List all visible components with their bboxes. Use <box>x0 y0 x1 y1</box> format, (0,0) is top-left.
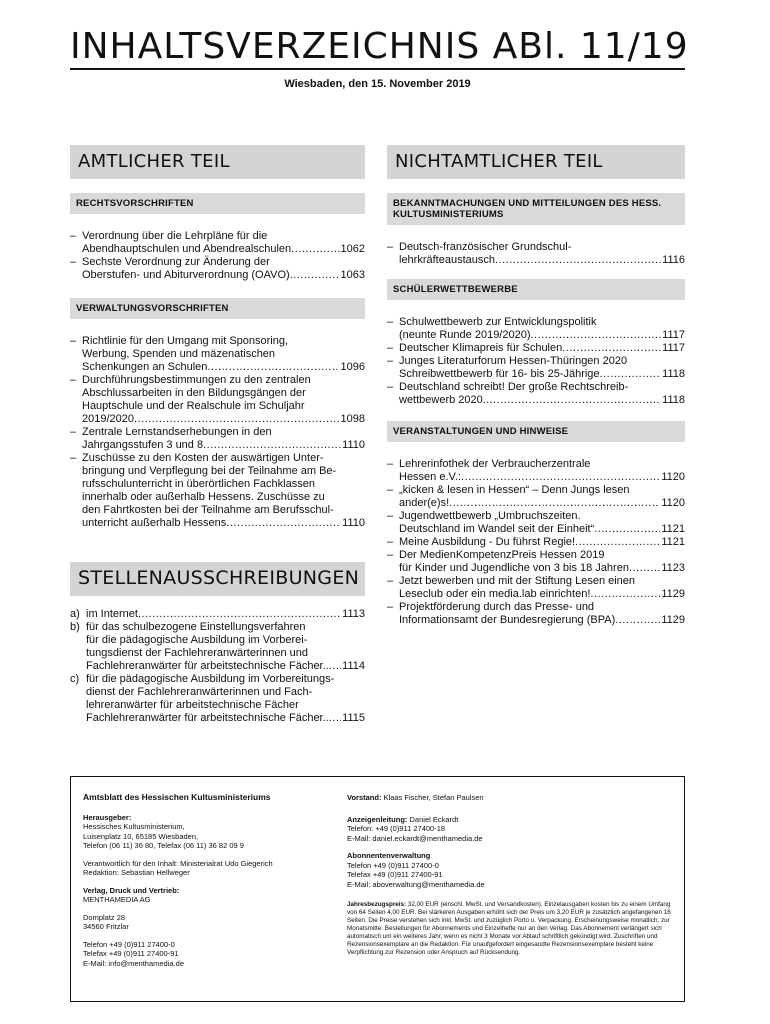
entry-text-line: Zentrale Lernstandserhebungen in den <box>82 426 272 438</box>
entry-marker: c) <box>70 673 80 685</box>
toc-list <box>70 335 365 530</box>
dot-leader <box>600 368 662 381</box>
toc-entry <box>70 374 365 426</box>
entry-last-line <box>399 523 685 536</box>
entry-dash: – <box>387 484 394 496</box>
dot-leader <box>531 329 662 342</box>
entry-last-line <box>86 660 365 673</box>
toc-entry <box>387 536 685 549</box>
entry-text-line: Zuschüsse zu den Kosten der auswärtigen Unter- <box>82 452 324 464</box>
vorstand-value: Klaas Fischer, Stefan Paulsen <box>383 793 484 802</box>
page-number: 1120 <box>661 471 685 483</box>
entry-last-line <box>82 517 365 530</box>
dot-leader <box>615 614 660 627</box>
toc-list <box>70 608 365 725</box>
nichtamtlicher-teil-heading: NICHTAMTLICHER TEIL <box>387 145 685 179</box>
page-number: 1115 <box>342 712 365 724</box>
entry-text: Schenkungen an Schulen <box>82 361 208 373</box>
entry-last-line <box>86 712 365 725</box>
imprint-title: Amtsblatt des Hessischen Kultusministeriums <box>83 792 271 802</box>
entry-text-line: Deutsch-französischer Grundschul- <box>399 241 572 253</box>
entry-last-line <box>399 342 685 355</box>
verlag-line: MENTHAMEDIA AG <box>83 895 151 904</box>
anzeigen-line: E-Mail: daniel.eckardt@menthamedia.de <box>347 833 483 843</box>
entry-text-line: Junges Literaturforum Hessen-Thüringen 2020 <box>399 355 628 367</box>
page-number: 1123 <box>661 562 685 574</box>
entry-last-line <box>399 329 685 342</box>
abo-line: Telefax +49 (0)911 27400-91 <box>347 870 443 879</box>
entry-text: lehrkräfteaustausch <box>399 254 495 266</box>
contact-line: E-Mail: info@menthamedia.de <box>83 958 184 968</box>
imprint-right <box>347 793 677 965</box>
entry-text-line: Abschlussarbeiten in den Bildungsgängen der <box>82 387 306 399</box>
toc-entry <box>70 256 365 282</box>
entry-text: unterricht außerhalb Hessens <box>82 517 227 529</box>
entry-last-line <box>399 394 685 407</box>
entry-dash: – <box>387 342 394 354</box>
section-heading-verwaltungsvorschriften: VERWALTUNGSVORSCHRIFTEN <box>70 298 365 319</box>
entry-text: Fachlehreranwärter für arbeitstechnische Fächer.. <box>86 712 329 724</box>
bezugspreis-text: 32,00 EUR (einschl. MwSt. und Versandkosten). Einzelausgaben kosten bis zu einem Umfang von 64 Seiten 4,00 EUR. Bei stärkeren Ausgaben erhöht sich der Preis um 3,20 EUR je zusätzlich angefangenen 16 Seiten. Die Preise verstehen sich inkl. MwSt. und zuzüglich Porto u. Verpackung. Erscheinungsweise monatlich, zur Monatsmitte. Bestellungen für Abonnements und Einzelhefte nur an den Verlag. Das Abonnement verlängert sich automatisch um ein weiteres Jahr, wenn es nicht 3 Monate vor Ablauf schriftlich gekündigt wird. Zuschriften und Rezensionsexemplare an die Redaktion. Für unaufgefordert eingesandte Rezensionsexemplare besteht keine Verpflichtung zur Rezension oder Anspruch auf Rücksendung. <box>347 901 671 956</box>
toc-entry <box>387 342 685 355</box>
entry-text: Hessen e.V.: <box>399 471 461 483</box>
herausgeber-line: Telefon (06 11) 36 80, Telefax (06 11) 36 82 09 9 <box>83 841 244 850</box>
page-number: 1098 <box>340 413 365 425</box>
entry-last-line <box>82 243 365 256</box>
entry-dash: – <box>387 241 394 253</box>
entry-text-line: Schulwettbewerb zur Entwicklungspolitik <box>399 316 597 328</box>
entry-text-line: Jugendwettbewerb „Umbruchszeiten. <box>399 510 581 522</box>
dot-leader <box>594 523 660 536</box>
entry-last-line <box>399 562 685 575</box>
entry-dash: – <box>387 355 394 367</box>
entry-dash: – <box>387 510 394 522</box>
entry-text: im Internet <box>86 608 138 620</box>
toc-entry <box>387 316 685 342</box>
entry-last-line <box>399 254 685 267</box>
entry-dash: – <box>70 374 77 386</box>
toc-entry <box>70 621 365 673</box>
herausgeber-label: Herausgeber: <box>83 812 132 822</box>
dot-leader <box>486 394 661 407</box>
entry-text-line: tungsdienst der Fachlehreranwärterinnen und <box>86 647 308 659</box>
dot-leader <box>329 660 341 673</box>
contact-line: Telefax +49 (0)911 27400-91 <box>83 949 179 958</box>
entry-last-line <box>82 413 365 426</box>
toc-entry <box>387 549 685 575</box>
page-number: 1118 <box>662 394 685 406</box>
entry-text-line: Durchführungsbestimmungen zu den zentralen <box>82 374 311 386</box>
toc-entry <box>387 510 685 536</box>
entry-text: wettbewerb 2020. <box>399 394 486 406</box>
entry-dash: – <box>387 458 394 470</box>
page-number: 1118 <box>662 368 685 380</box>
entry-text-line: Lehrerinfothek der Verbraucherzentrale <box>399 458 591 470</box>
dot-leader <box>291 243 339 256</box>
toc-list <box>387 458 685 627</box>
entry-dash: – <box>387 549 394 561</box>
contact-line: Telefon +49 (0)911 27400-0 <box>83 939 175 949</box>
entry-dash: – <box>70 426 77 438</box>
entry-text: ander(e)s! <box>399 497 450 509</box>
entry-last-line <box>399 497 685 510</box>
page-number: 1062 <box>340 243 365 255</box>
bezugspreis-label: Jahresbezugspreis: <box>347 901 407 908</box>
page-number: 1120 <box>661 497 685 509</box>
entry-text: Informationsamt der Bundesregierung (BPA) <box>399 614 616 626</box>
page-number: 1117 <box>662 342 685 354</box>
toc-entry <box>387 601 685 627</box>
entry-text-line: innerhalb oder außerhalb Hessens. Zuschüsse zu <box>82 491 325 503</box>
entry-dash: – <box>387 575 394 587</box>
vorstand-label: Vorstand: <box>347 793 382 802</box>
entry-text-line: Richtlinie für den Umgang mit Sponsoring, <box>82 335 289 347</box>
toc-list <box>387 241 685 267</box>
redaktion-line: Redaktion: Sebastian Hellweger <box>83 868 190 877</box>
entry-text: Abendhauptschulen und Abendrealschulen <box>82 243 292 255</box>
entry-text-line: Deutschland schreibt! Der große Rechtschreib- <box>399 381 629 393</box>
entry-text: Jahrgangsstufen 3 und 8 <box>82 439 204 451</box>
herausgeber-line: Luisenplatz 10, 65185 Wiesbaden, <box>83 831 199 841</box>
entry-last-line <box>86 608 365 621</box>
abo-line: Telefon +49 (0)911 27400-0 <box>347 860 439 870</box>
section-heading-rechtsvorschriften: RECHTSVORSCHRIFTEN <box>70 193 365 214</box>
entry-text-line: „kicken & lesen in Hessen“ – Denn Jungs lesen <box>399 484 630 496</box>
entry-text: Schreibwettbewerb für 16- bis 25-Jährige <box>399 368 600 380</box>
entry-text-line: für die pädagogische Ausbildung im Vorberei- <box>86 634 308 646</box>
dot-leader <box>203 439 341 452</box>
entry-text-line: den Fahrtkosten bei der Teilnahme am Berufsschul- <box>82 504 334 516</box>
page-title: INHALTSVERZEICHNIS ABl. 11/19 <box>70 26 689 67</box>
entry-dash: – <box>70 230 77 242</box>
entry-text-line: Jetzt bewerben und mit der Stiftung Lesen einen <box>399 575 636 587</box>
dot-leader <box>134 413 340 426</box>
toc-list <box>387 316 685 407</box>
page-number: 1063 <box>340 269 365 281</box>
entry-text-line: Sechste Verordnung zur Änderung der <box>82 256 270 268</box>
entry-text-line: lehreranwärter für arbeitstechnische Fächer <box>86 699 299 711</box>
page-number: 1114 <box>342 660 365 672</box>
toc-entry <box>387 575 685 601</box>
entry-text: Oberstufen- und Abiturverordnung (OAVO) <box>82 269 290 281</box>
toc-list <box>70 230 365 282</box>
stellenausschreibungen-heading: STELLENAUSSCHREIBUNGEN <box>70 562 365 596</box>
entry-text: Meine Ausbildung - Du führst Regie! <box>399 536 576 548</box>
entry-last-line <box>399 536 685 549</box>
verlag-label: Verlag, Druck und Vertrieb: <box>83 885 180 895</box>
dot-leader <box>449 497 660 510</box>
page-number: 1129 <box>661 614 685 626</box>
entry-text-line: Der MedienKompetenzPreis Hessen 2019 <box>399 549 605 561</box>
page-number: 1121 <box>661 536 685 548</box>
toc-entry <box>387 241 685 267</box>
entry-dash: – <box>70 452 77 464</box>
entry-last-line <box>399 614 685 627</box>
imprint-left <box>83 793 333 976</box>
section-heading-veranstaltungen: VERANSTALTUNGEN UND HINWEISE <box>387 421 685 442</box>
toc-entry <box>70 452 365 530</box>
entry-dash: – <box>70 256 77 268</box>
entry-dash: – <box>387 381 394 393</box>
entry-last-line <box>399 368 685 381</box>
dot-leader <box>207 361 339 374</box>
entry-text-line: Verordnung über die Lehrpläne für die <box>82 230 268 242</box>
toc-entry <box>387 458 685 484</box>
entry-text-line: Werbung, Spenden und mäzenatischen <box>82 348 276 360</box>
page-number: 1113 <box>342 608 365 620</box>
abo-label: Abonnentenverwaltung <box>347 851 431 860</box>
entry-last-line <box>82 439 365 452</box>
page-number: 1110 <box>342 439 365 451</box>
toc-entry <box>387 381 685 407</box>
toc-entry <box>70 673 365 725</box>
entry-text: für Kinder und Jugendliche von 3 bis 18 Jahren <box>399 562 629 574</box>
toc-entry <box>387 484 685 510</box>
dot-leader <box>495 254 661 267</box>
entry-text-line: rufsschulunterricht in überörtlichen Fachklassen <box>82 478 315 490</box>
verantwortlich-line: Verantwortlich für den Inhalt: Ministerialrat Udo Giegerich <box>83 858 273 868</box>
entry-text: Deutschland im Wandel seit der Einheit“ <box>399 523 595 535</box>
dot-leader <box>290 269 340 282</box>
entry-text: 2019/2020 <box>82 413 134 425</box>
anzeigen-line: Telefon: +49 (0)911 27400-18 <box>347 824 446 833</box>
dot-leader <box>461 471 660 484</box>
entry-text: (neunte Runde 2019/2020) <box>399 329 531 341</box>
entry-text-line: für die pädagogische Ausbildung im Vorbereitungs- <box>86 673 335 685</box>
anzeigen-value: Daniel Eckardt <box>409 814 459 824</box>
entry-text-line: Hauptschule und der Realschule im Schuljahr <box>82 400 305 412</box>
dot-leader <box>138 608 341 621</box>
toc-entry <box>70 335 365 374</box>
address-line: 34560 Fritzlar <box>83 922 129 931</box>
entry-dash: – <box>387 536 394 548</box>
amtlicher-teil-column <box>70 145 365 725</box>
entry-last-line <box>399 588 685 601</box>
dot-leader <box>226 517 341 530</box>
page-number: 1117 <box>662 329 685 341</box>
anzeigen-label: Anzeigenleitung: <box>347 814 408 824</box>
page-number: 1110 <box>342 517 365 529</box>
page-number: 1116 <box>662 254 685 266</box>
entry-dash: – <box>387 601 394 613</box>
dot-leader <box>575 536 660 549</box>
dot-leader <box>562 342 661 355</box>
imprint-box <box>70 776 685 1002</box>
title-rule <box>70 68 685 70</box>
page-number: 1096 <box>340 361 365 373</box>
issue-date: Wiesbaden, den 15. November 2019 <box>284 78 471 90</box>
toc-entry <box>70 608 365 621</box>
entry-text-line: Projektförderung durch das Presse- und <box>399 601 595 613</box>
amtlicher-teil-heading: AMTLICHER TEIL <box>70 145 365 179</box>
entry-dash: – <box>387 316 394 328</box>
entry-marker: a) <box>70 608 80 620</box>
address-line: Domplatz 28 <box>83 912 126 922</box>
entry-text-line: dienst der Fachlehreranwärterinnen und Fach- <box>86 686 313 698</box>
page-number: 1129 <box>661 588 685 600</box>
dot-leader <box>629 562 660 575</box>
entry-dash: – <box>70 335 77 347</box>
dot-leader <box>329 712 341 725</box>
section-heading-bekanntmachungen: BEKANNTMACHUNGEN UND MITTEILUNGEN DES HESS. KULTUSMINISTERIUMS <box>387 193 685 225</box>
toc-entry <box>387 355 685 381</box>
abo-line: E-Mail: aboverwaltung@menthamedia.de <box>347 879 485 889</box>
entry-last-line <box>399 471 685 484</box>
entry-text: Deutscher Klimapreis für Schulen <box>399 342 563 354</box>
nichtamtlicher-teil-column <box>387 145 685 627</box>
entry-text-line: für das schulbezogene Einstellungsverfahren <box>86 621 306 633</box>
page-number: 1121 <box>661 523 685 535</box>
dot-leader <box>590 588 660 601</box>
entry-marker: b) <box>70 621 80 633</box>
toc-entry <box>70 230 365 256</box>
entry-last-line <box>82 269 365 282</box>
entry-text: Fachlehreranwärter für arbeitstechnische Fächer.. <box>86 660 329 672</box>
entry-text: Leseclub oder ein media.lab einrichten! <box>399 588 591 600</box>
toc-entry <box>70 426 365 452</box>
entry-last-line <box>82 361 365 374</box>
entry-text-line: bringung und Verpflegung bei der Teilnahme am Be- <box>82 465 337 477</box>
herausgeber-line: Hessisches Kultusministerium, <box>83 822 185 831</box>
section-heading-schuelerwettbewerbe: SCHÜLERWETTBEWERBE <box>387 279 685 300</box>
